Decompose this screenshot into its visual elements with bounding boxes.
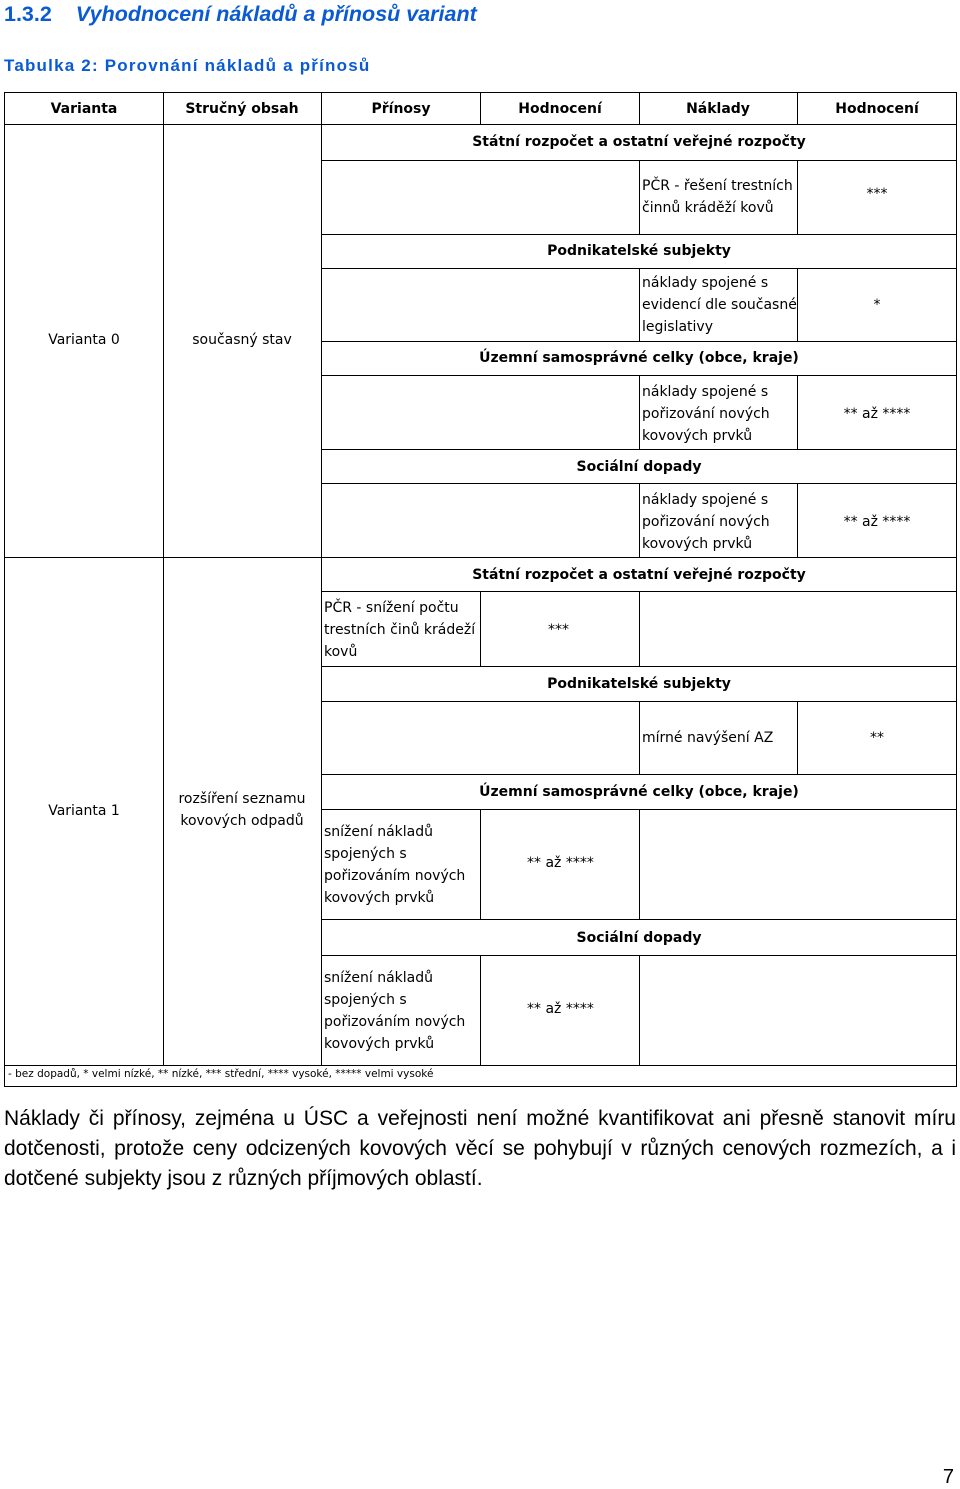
variant0-social-empty bbox=[321, 483, 640, 558]
variant0-business-cost-rating: * bbox=[873, 297, 881, 313]
variant0-state-cost-rating: *** bbox=[866, 186, 888, 202]
variant1-business-cost-rating: ** bbox=[870, 730, 884, 746]
variant1-state-empty bbox=[639, 591, 957, 667]
variant0-content: současný stav bbox=[192, 332, 292, 348]
section-number: 1.3.2 bbox=[4, 2, 52, 26]
variant0-municipal-cost-rating: ** až **** bbox=[843, 406, 911, 422]
variant0-business-section-label: Podnikatelské subjekty bbox=[547, 243, 731, 259]
variant0-social-section-label: Sociální dopady bbox=[576, 459, 702, 475]
variant1-municipal-empty bbox=[639, 809, 957, 920]
variant0-municipal-empty bbox=[321, 375, 640, 450]
variant0-business-cost-text: náklady spojené s evidencí dle současné legislativy bbox=[642, 275, 797, 335]
variant1-state-benefit-rating: *** bbox=[548, 622, 569, 638]
variant0-state-empty bbox=[321, 160, 640, 235]
variant1-content: rozšíření seznamu kovových odpadů bbox=[178, 791, 306, 829]
variant0-state-cost-text: PČR - řešení trestních činnů kráděží kovů bbox=[642, 178, 793, 216]
body-paragraph: Náklady či přínosy, zejména u ÚSC a veřejnosti není možné kvantifikovat ani přesně stanovit míru dotčenosti, protože ceny odcizených kovových věcí se pohybují v různých cenových rozmezích, a i dotčené subjekty jsou z různých příjmových oblastí. bbox=[4, 1107, 956, 1190]
header-hodnoceni-prinosy: Hodnocení bbox=[518, 101, 602, 117]
variant0-social-cost-rating: ** až **** bbox=[843, 514, 911, 530]
section-heading bbox=[4, 2, 477, 27]
variant0-municipal-section-label: Územní samosprávné celky (obce, kraje) bbox=[479, 350, 799, 366]
variant0-name: Varianta 0 bbox=[48, 332, 120, 348]
rating-legend: - bez dopadů, * velmi nízké, ** nízké, *** střední, **** vysoké, ***** velmi vysoké bbox=[8, 1068, 434, 1080]
table-caption: Tabulka 2: Porovnání nákladů a přínosů bbox=[4, 56, 371, 75]
variant1-business-section-label: Podnikatelské subjekty bbox=[547, 676, 731, 692]
variant1-name: Varianta 1 bbox=[48, 803, 120, 819]
page-number: 7 bbox=[942, 1466, 954, 1488]
variant0-business-empty bbox=[321, 268, 640, 342]
header-naklady: Náklady bbox=[686, 101, 750, 117]
header-hodnoceni-naklady: Hodnocení bbox=[835, 101, 919, 117]
variant0-social-cost-text: náklady spojené s pořizování nových kovových prvků bbox=[642, 492, 770, 552]
header-strucny-obsah: Stručný obsah bbox=[185, 101, 299, 117]
variant1-state-benefit-text: PČR - snížení počtu trestních činů krádeží kovů bbox=[324, 600, 476, 660]
variant1-municipal-section-label: Územní samosprávné celky (obce, kraje) bbox=[479, 784, 799, 800]
variant1-state-section-label: Státní rozpočet a ostatní veřejné rozpočty bbox=[472, 567, 806, 583]
variant1-municipal-benefit-rating: ** až **** bbox=[527, 855, 594, 871]
variant1-social-benefit-text: snížení nákladů spojených s pořizováním nových kovových prvků bbox=[324, 970, 466, 1052]
variant1-municipal-benefit-text: snížení nákladů spojených s pořizováním nových kovových prvků bbox=[324, 824, 466, 906]
variant1-social-section-label: Sociální dopady bbox=[576, 930, 702, 946]
section-title: Vyhodnocení nákladů a přínosů variant bbox=[75, 2, 477, 26]
variant0-state-section-label: Státní rozpočet a ostatní veřejné rozpočty bbox=[472, 134, 806, 150]
header-prinosy: Přínosy bbox=[371, 101, 431, 117]
variant1-social-empty bbox=[639, 955, 957, 1066]
variant0-municipal-cost-text: náklady spojené s pořizování nových kovových prvků bbox=[642, 384, 770, 444]
variant1-social-benefit-rating: ** až **** bbox=[527, 1001, 594, 1017]
variant1-business-empty bbox=[321, 701, 640, 775]
header-varianta: Varianta bbox=[50, 101, 118, 117]
variant1-business-cost-text: mírné navýšení AZ bbox=[642, 730, 774, 746]
